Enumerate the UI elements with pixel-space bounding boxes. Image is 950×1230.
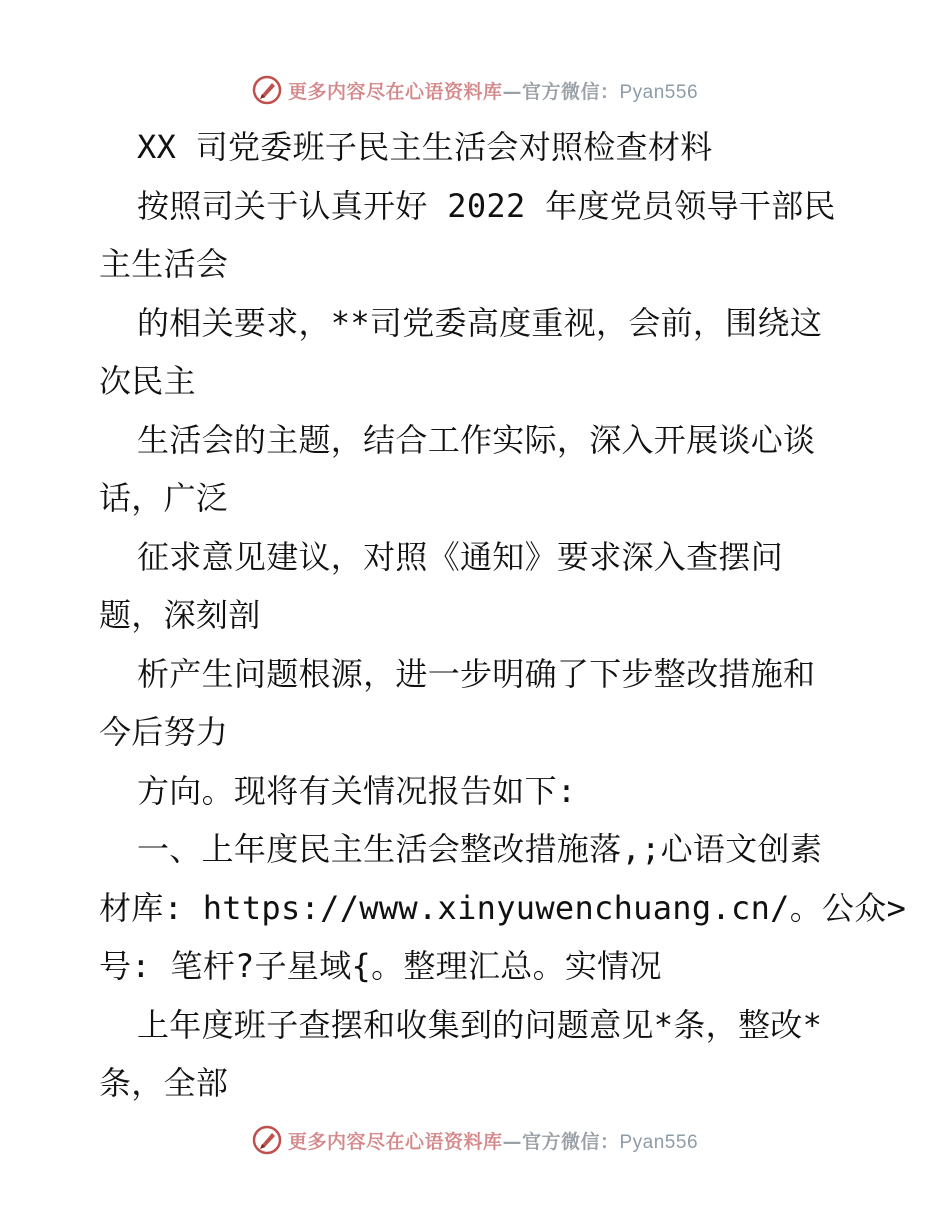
section-heading: 一、上年度民主生活会整改措施落,;心语文创素 <box>137 830 823 868</box>
paragraph-line: 征求意见建议，对照《通知》要求深入查摆问 <box>137 537 784 576</box>
watermark-library-text: 更多内容尽在心语资料库 <box>287 80 503 103</box>
document-title: XX 司党委班子民主生活会对照检查材料 <box>137 128 713 166</box>
paragraph-line: 生活会的主题，结合工作实际，深入开展谈心谈 <box>137 420 816 459</box>
paragraph-line: 主生活会 <box>99 245 229 283</box>
paragraph-line: 的相关要求，**司党委高度重视，会前，围绕这 <box>137 303 823 342</box>
watermark-library-text: 更多内容尽在心语资料库 <box>287 1130 503 1153</box>
watermark-wechat-id: Pyan556 <box>619 81 699 103</box>
paragraph-line: 次民主 <box>99 362 196 400</box>
paragraph-line: 号: 笔杆?子星域{。整理汇总。实情况 <box>99 947 662 985</box>
paragraph-line: 析产生问题根源，进一步明确了下步整改措施和 <box>137 654 816 693</box>
paragraph-line: 题，深刻剖 <box>99 596 261 634</box>
paragraph-line: 条，全部 <box>99 1064 229 1102</box>
pen-logo-icon <box>252 1125 282 1155</box>
paragraph-line: 今后努力 <box>99 713 229 751</box>
paragraph-line: 按照司关于认真开好 2022 年度党员领导干部民 <box>137 186 836 225</box>
paragraph-line: 方向。现将有关情况报告如下: <box>137 771 577 810</box>
header-watermark <box>0 70 950 110</box>
paragraph-line: 话，广泛 <box>99 479 229 517</box>
footer-watermark <box>0 1120 950 1160</box>
watermark-wechat-label: —官方微信： <box>502 80 620 103</box>
watermark-wechat-id: Pyan556 <box>619 1131 699 1153</box>
pen-logo-icon <box>252 75 282 105</box>
document-body <box>99 118 907 1113</box>
paragraph-line: 上年度班子查摆和收集到的问题意见*条，整改* <box>137 1005 823 1044</box>
paragraph-line: 材库: https://www.xinyuwenchuang.cn/。公众> <box>99 888 907 927</box>
watermark-wechat-label: —官方微信： <box>502 1130 620 1153</box>
